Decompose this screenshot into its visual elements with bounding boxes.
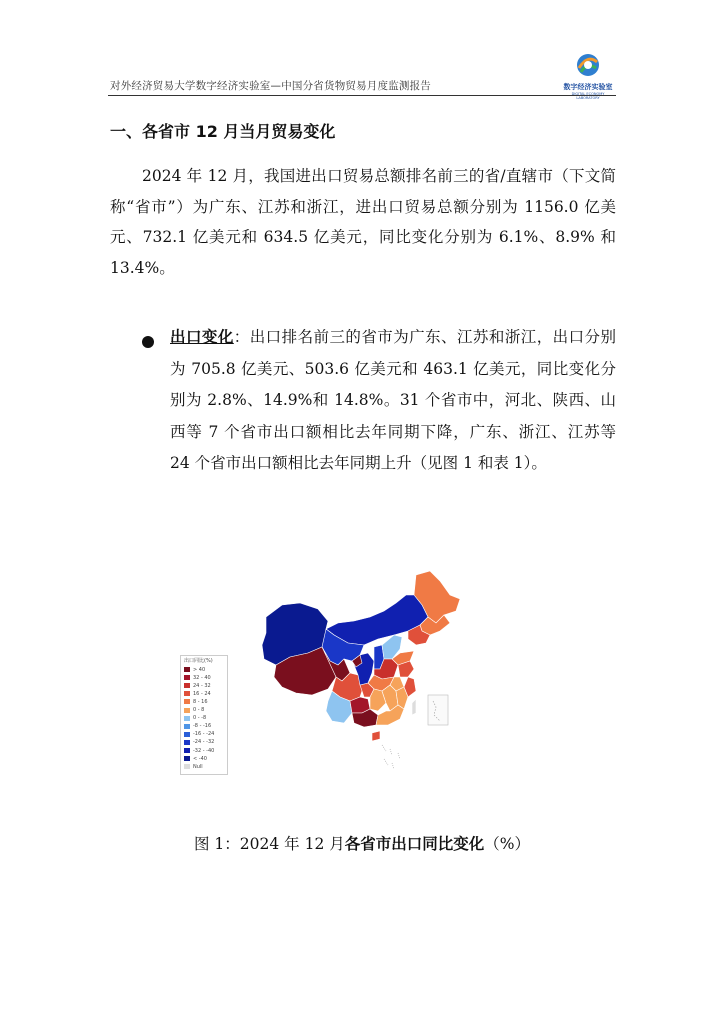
legend-label: 0 - -8 <box>193 715 207 722</box>
legend-swatch <box>184 667 190 672</box>
legend-label: 24 - 32 <box>193 682 211 689</box>
legend-label: -32 - -40 <box>193 747 215 754</box>
legend-swatch <box>184 732 190 737</box>
export-change-label: 出口变化 <box>170 328 234 346</box>
legend-label: Null <box>193 763 203 770</box>
legend-label: -16 - -24 <box>193 731 215 738</box>
legend-swatch <box>184 748 190 753</box>
province-taiwan <box>412 699 416 715</box>
legend-item <box>184 715 206 722</box>
legend-item <box>184 731 214 738</box>
caption-year: 2024 年 12 月 <box>239 835 345 853</box>
legend-label: 8 - 16 <box>193 698 208 705</box>
header-divider <box>108 95 616 96</box>
legend-item <box>184 690 211 697</box>
caption-unit: （%） <box>484 835 530 853</box>
legend-swatch <box>184 691 190 696</box>
legend-item <box>184 755 207 762</box>
export-change-paragraph <box>170 322 616 480</box>
legend-item <box>184 682 211 689</box>
sea-islands <box>382 745 400 769</box>
legend-swatch <box>184 716 190 721</box>
legend-swatch <box>184 756 190 761</box>
legend-label: -8 - -16 <box>193 723 212 730</box>
lab-logo <box>560 52 616 100</box>
caption-prefix: 图 1： <box>194 835 240 853</box>
legend-label: -24 - -32 <box>193 739 215 746</box>
legend-item <box>184 707 204 714</box>
section-title: 一、各省市 12 月当月贸易变化 <box>110 122 336 141</box>
legend-label: 16 - 24 <box>193 690 211 697</box>
legend-swatch <box>184 764 190 769</box>
legend-swatch <box>184 740 190 745</box>
report-header: 对外经济贸易大学数字经济实验室—中国分省货物贸易月度监测报告 <box>110 80 431 92</box>
logo-emblem-icon <box>573 52 603 78</box>
caption-main: 各省市出口同比变化 <box>344 835 485 853</box>
legend-swatch <box>184 699 190 704</box>
legend-item <box>184 723 211 730</box>
legend-item <box>184 739 214 746</box>
legend-swatch <box>184 708 190 713</box>
export-change-text: 出口排名前三的省市为广东、江苏和浙江，出口分别为 705.8 亿美元、503.6 亿美元和 463.1 亿美元，同比变化分别为 2.8%、14.9%和 14.8%。31 个省市中，河北、陕西、山西等 7 个省市出口额相比去年同期下降，广东、浙江、江苏等 24 个省市出口额相比去年同期上升（见图 1 和表 1）。 <box>170 328 616 472</box>
logo-subtext: DIGITAL ECONOMY LABORATORY <box>571 92 605 100</box>
legend-item <box>184 763 203 770</box>
legend-swatch <box>184 683 190 688</box>
logo-text: 数字经济实验室 <box>563 83 613 91</box>
legend-item <box>184 674 211 681</box>
bullet-dot <box>142 336 154 348</box>
legend-item <box>184 747 214 754</box>
figure-caption <box>0 832 724 854</box>
legend-label: > 40 <box>193 666 206 673</box>
legend-label: 0 - 8 <box>193 707 205 713</box>
legend-title: 出口同比(%) <box>184 658 213 664</box>
legend-label: 32 - 40 <box>193 674 211 681</box>
legend-swatch <box>184 675 190 680</box>
intro-paragraph: 2024 年 12 月，我国进出口贸易总额排名前三的省/直辖市（下文简称“省市”）为广东、江苏和浙江，进出口贸易总额分别为 1156.0 亿美元、732.1 亿美元和 634.5 亿美元，同比变化分别为 6.1%、8.9% 和 13.4%。 <box>110 167 616 277</box>
legend-swatch <box>184 724 190 729</box>
province-hainan <box>372 731 380 741</box>
legend-item <box>184 698 208 705</box>
legend-item <box>184 666 205 673</box>
map-legend <box>180 655 228 775</box>
legend-label: < -40 <box>193 755 207 762</box>
south-china-sea-inset <box>428 695 448 725</box>
export-change-colon: ： <box>233 328 250 346</box>
